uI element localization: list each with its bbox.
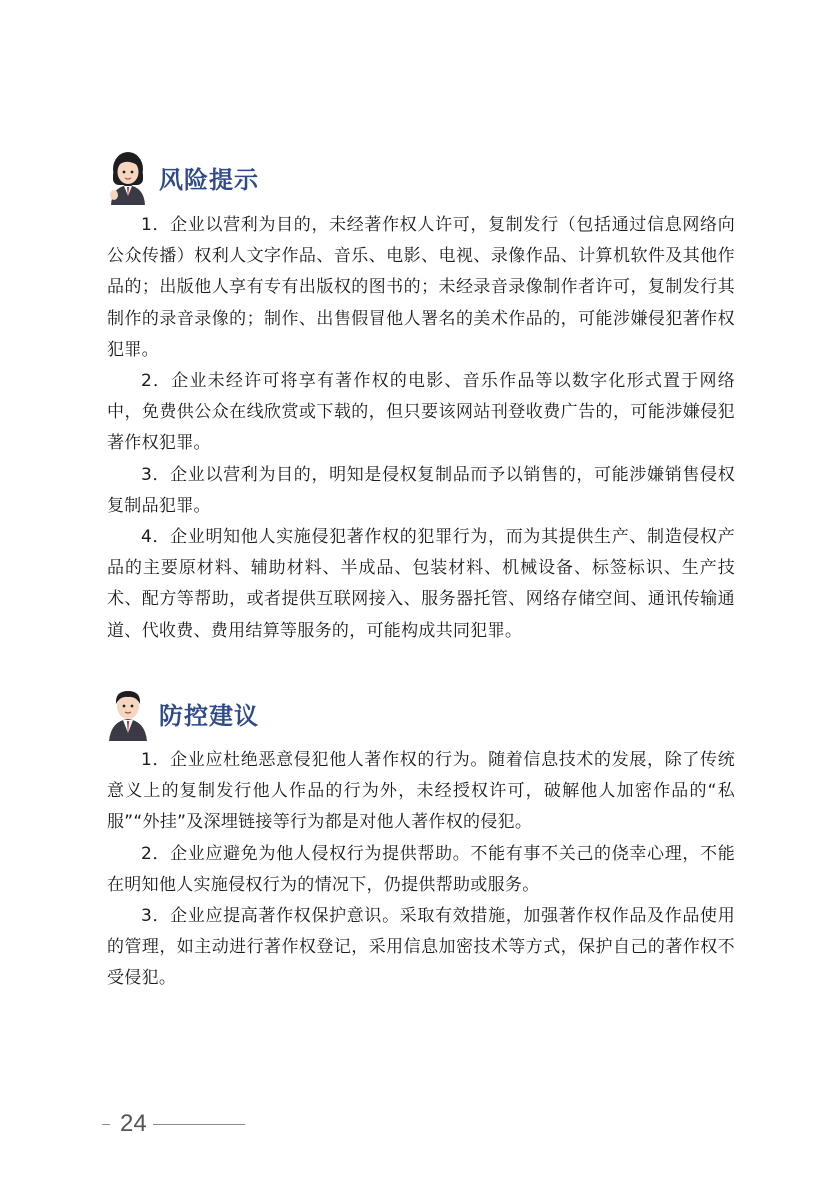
paragraph: 2．企业未经许可将享有著作权的电影、音乐作品等以数字化形式置于网络中，免费供公众在线欣赏或下载的，但只要该网站刊登收费广告的，可能涉嫌侵犯著作权犯罪。: [107, 371, 735, 454]
paragraph: 2．企业应避免为他人侵权行为提供帮助。不能有事不关己的侥幸心理，不能在明知他人实施侵权行为的情况下，仍提供帮助或服务。: [107, 843, 735, 895]
section-title: 风险提示: [159, 165, 259, 194]
section-title: 防控建议: [159, 701, 259, 730]
female-advisor-icon: [105, 149, 151, 205]
paragraph: 3．企业以营利为目的，明知是侵权复制品而予以销售的，可能涉嫌销售侵权复制品犯罪。: [107, 464, 735, 516]
prevention-body: [107, 745, 735, 995]
footer-rule: [153, 1124, 245, 1125]
male-advisor-icon: [105, 685, 151, 741]
prevention-heading: [105, 683, 259, 743]
risk-heading: [105, 147, 259, 207]
footer-dash: [102, 1124, 110, 1125]
page-number: 24: [120, 1110, 147, 1137]
paragraph: 1．企业应杜绝恶意侵犯他人著作权的行为。随着信息技术的发展，除了传统意义上的复制发行他人作品的行为外，未经授权许可，破解他人加密作品的“私服”“外挂”及深埋链接等行为都是对他人著作权的侵犯。: [107, 750, 735, 833]
paragraph: 1．企业以营利为目的，未经著作权人许可，复制发行（包括通过信息网络向公众传播）权利人文字作品、音乐、电影、电视、录像作品、计算机软件及其他作品的；出版他人享有专有出版权的图书的；未经录音录像制作者许可，复制发行其制作的录音录像的；制作、出售假冒他人署名的美术作品的，可能涉嫌侵犯著作权犯罪。: [107, 215, 735, 360]
page-footer: [102, 1110, 245, 1138]
paragraph: 4．企业明知他人实施侵犯著作权的犯罪行为，而为其提供生产、制造侵权产品的主要原材料、辅助材料、半成品、包装材料、机械设备、标签标识、生产技术、配方等帮助，或者提供互联网接入、服务器托管、网络存储空间、通讯传输通道、代收费、费用结算等服务的，可能构成共同犯罪。: [107, 527, 735, 641]
paragraph: 3．企业应提高著作权保护意识。采取有效措施，加强著作权作品及作品使用的管理，如主动进行著作权登记，采用信息加密技术等方式，保护自己的著作权不受侵犯。: [107, 906, 735, 989]
risk-body: [107, 210, 735, 647]
